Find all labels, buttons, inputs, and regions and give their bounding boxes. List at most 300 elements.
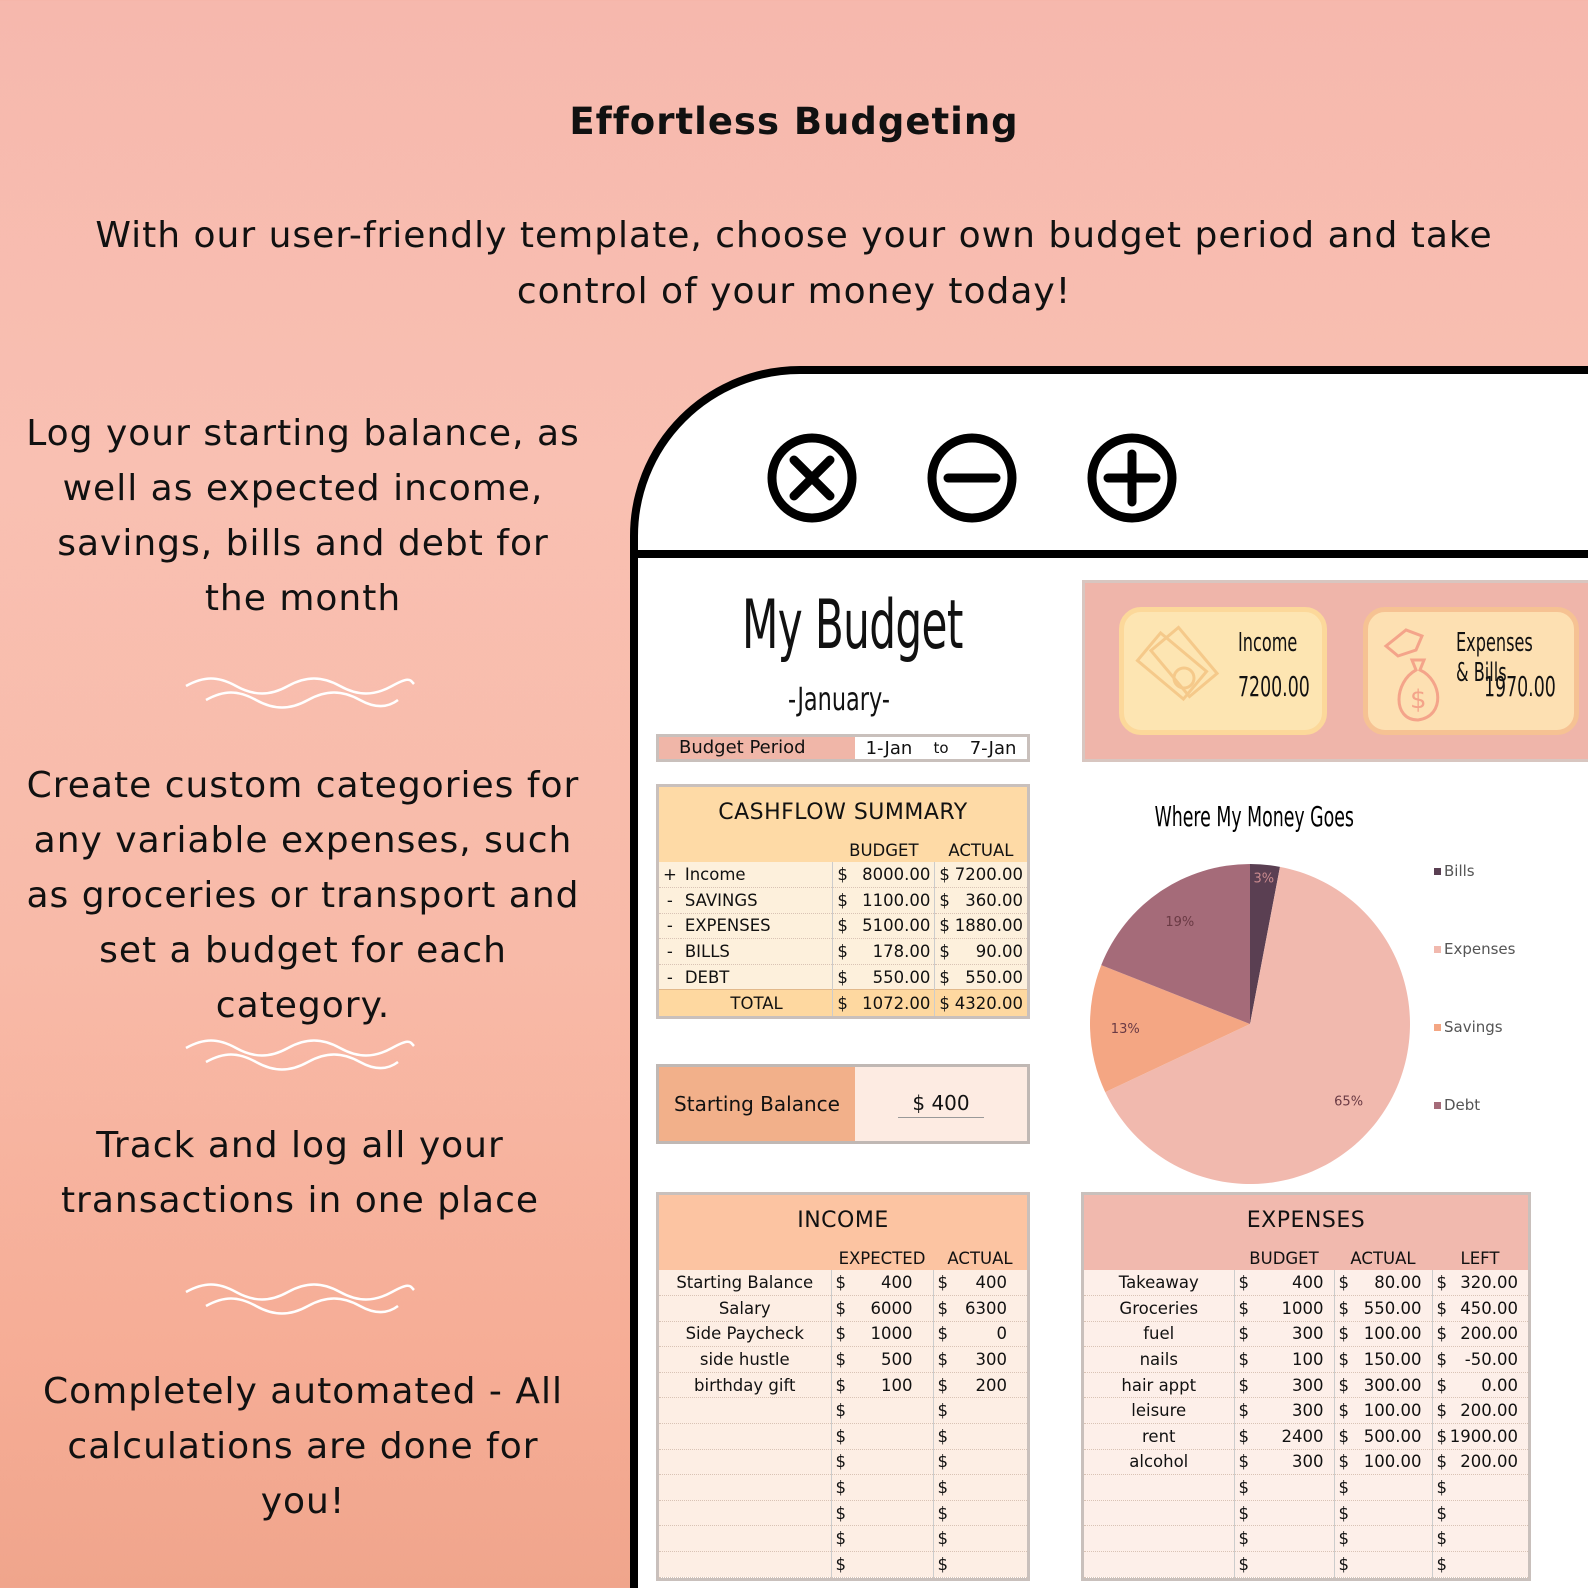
expense-row [1084,1475,1528,1501]
cashflow-budget: 550.00 [872,967,931,987]
currency: $ [937,1298,948,1318]
expense-budget-cell[interactable] [1234,1372,1334,1398]
currency: $ [835,1554,846,1574]
expense-name[interactable] [1084,1500,1234,1526]
currency: $ [835,1401,846,1421]
currency: $ [837,942,848,962]
currency: $ [1436,1324,1447,1344]
expense-name[interactable]: Takeaway [1084,1270,1234,1296]
currency: $ [1238,1529,1249,1549]
cashflow-budget: 178.00 [872,942,931,962]
cashflow-total-row [659,990,1027,1016]
expense-left: 200.00 [1460,1452,1518,1472]
starting-balance-value[interactable]: $ 400 [898,1091,983,1118]
income-actual: 400 [975,1273,1007,1293]
expense-name[interactable]: hair appt [1084,1372,1234,1398]
currency: $ [1238,1478,1249,1498]
currency: $ [837,967,848,987]
app-window [630,366,1588,1588]
expense-left-cell [1432,1475,1528,1501]
budget-period[interactable] [656,734,1030,762]
svg-text:$: $ [1410,685,1427,715]
income-col-expected: EXPECTED [838,1249,926,1268]
currency: $ [835,1324,846,1344]
income-row [659,1552,1027,1578]
currency: $ [939,865,950,885]
subline: With our user-friendly template, choose your own budget period and take control of your money today! [95,215,1493,312]
period-start[interactable]: 1-Jan [865,737,913,759]
expenses-card [1363,607,1579,735]
expense-actual: 150.00 [1363,1350,1422,1370]
income-name[interactable]: Side Paycheck [659,1321,831,1347]
currency: $ [937,1554,948,1574]
expense-budget-cell[interactable] [1234,1398,1334,1424]
currency: $ [1338,1375,1349,1395]
currency: $ [939,890,950,910]
spreadsheet-content [638,566,1588,1588]
expense-left-cell [1432,1270,1528,1296]
expense-actual: 100.00 [1363,1452,1422,1472]
income-actual: 0 [996,1324,1007,1344]
expense-left: 450.00 [1460,1298,1518,1318]
currency: $ [1238,1503,1249,1523]
legend-swatch-expenses [1434,946,1441,953]
expense-row [1084,1347,1528,1373]
expense-left-cell [1432,1321,1528,1347]
expense-budget-cell[interactable] [1234,1296,1334,1322]
cashflow-total-budget: 1072.00 [862,993,931,1013]
income-row [659,1347,1027,1373]
expense-actual-cell[interactable] [1334,1372,1432,1398]
expense-left-cell [1432,1449,1528,1475]
expense-name[interactable]: Groceries [1084,1296,1234,1322]
currency: $ [1238,1554,1249,1574]
cashflow-budget: 8000.00 [862,865,931,885]
cashflow-title: CASHFLOW SUMMARY [659,787,1027,837]
income-row [659,1372,1027,1398]
cashflow-col-budget: BUDGET [849,841,919,860]
expense-actual: 80.00 [1374,1273,1422,1293]
cashflow-actual: 7200.00 [954,865,1023,885]
expense-budget: 1000 [1281,1298,1324,1318]
income-expected-cell[interactable] [831,1526,933,1552]
income-card-value: 7200.00 [1238,670,1310,703]
income-actual-cell[interactable] [933,1526,1027,1552]
currency: $ [835,1426,846,1446]
currency: $ [937,1503,948,1523]
currency: $ [837,993,848,1013]
income-name[interactable] [659,1500,831,1526]
cashflow-actual-cell[interactable] [935,913,1027,939]
cashflow-name: DEBT [681,964,833,990]
currency: $ [1436,1478,1447,1498]
chart-title: Where My Money Goes [1154,800,1354,834]
currency: $ [939,967,950,987]
currency: $ [1338,1554,1349,1574]
cashflow-actual: 550.00 [965,967,1023,987]
expense-budget-cell[interactable] [1234,1449,1334,1475]
cashflow-name: Income [681,862,833,888]
income-row [659,1449,1027,1475]
money-bag-icon [1376,616,1458,728]
expense-budget-cell[interactable] [1234,1475,1334,1501]
currency: $ [939,942,950,962]
expense-budget: 100 [1292,1350,1324,1370]
currency: $ [1238,1273,1249,1293]
cashflow-budget: 1100.00 [862,890,931,910]
expense-actual-cell[interactable] [1334,1475,1432,1501]
income-expected: 6000 [870,1298,913,1318]
currency: $ [1338,1324,1349,1344]
expense-actual: 550.00 [1363,1298,1422,1318]
expense-left-cell [1432,1526,1528,1552]
income-name[interactable] [659,1526,831,1552]
currency: $ [937,1324,948,1344]
cashflow-name: EXPENSES [681,913,833,939]
currency: $ [835,1375,846,1395]
income-actual: 200 [975,1375,1007,1395]
income-row [659,1321,1027,1347]
income-expected: 100 [881,1375,913,1395]
expense-budget-cell[interactable] [1234,1424,1334,1450]
currency: $ [1338,1298,1349,1318]
expenses-table [1081,1192,1531,1581]
expense-name[interactable]: leisure [1084,1398,1234,1424]
currency: $ [837,890,848,910]
expense-row [1084,1552,1528,1578]
expense-left: 1900.00 [1449,1426,1518,1446]
expense-left-cell [1432,1500,1528,1526]
income-name[interactable]: birthday gift [659,1372,831,1398]
currency: $ [835,1350,846,1370]
cashflow-row [659,939,1027,965]
income-expected-cell[interactable] [831,1475,933,1501]
income-expected-cell[interactable] [831,1270,933,1296]
income-expected: 500 [881,1350,913,1370]
currency: $ [1436,1350,1447,1370]
income-actual-cell[interactable] [933,1424,1027,1450]
income-name[interactable] [659,1475,831,1501]
expense-budget-cell[interactable] [1234,1552,1334,1578]
income-name[interactable] [659,1449,831,1475]
cashflow-actual: 90.00 [975,942,1023,962]
currency: $ [1436,1401,1447,1421]
expense-budget-cell[interactable] [1234,1347,1334,1373]
income-actual-cell[interactable] [933,1372,1027,1398]
currency: $ [937,1529,948,1549]
cashflow-budget-cell[interactable] [833,964,935,990]
currency: $ [835,1529,846,1549]
expense-budget: 300 [1292,1324,1324,1344]
summary-cards [1082,580,1588,762]
income-actual-cell[interactable] [933,1449,1027,1475]
legend-label-debt: Debt [1444,1096,1481,1114]
cashflow-sign: - [659,888,681,914]
currency: $ [1238,1350,1249,1370]
cashflow-actual-cell[interactable] [935,939,1027,965]
feature-1: Log your starting balance, as well as expected income, savings, bills and debt for the month [26,413,580,619]
expense-left-cell [1432,1424,1528,1450]
currency: $ [837,865,848,885]
currency: $ [1338,1478,1349,1498]
period-to: to [933,739,949,757]
income-actual-cell[interactable] [933,1296,1027,1322]
currency: $ [937,1478,948,1498]
income-row [659,1475,1027,1501]
expense-name[interactable] [1084,1552,1234,1578]
income-row [659,1424,1027,1450]
expense-left: 0.00 [1481,1375,1518,1395]
currency: $ [937,1375,948,1395]
expense-row [1084,1398,1528,1424]
expense-name[interactable]: nails [1084,1347,1234,1373]
cashflow-summary [656,784,1030,1019]
expenses-title: EXPENSES [1084,1195,1528,1245]
income-expected-cell[interactable] [831,1321,933,1347]
cashflow-name: BILLS [681,939,833,965]
cashflow-row [659,913,1027,939]
currency: $ [835,1452,846,1472]
expense-actual-cell[interactable] [1334,1321,1432,1347]
expense-actual-cell[interactable] [1334,1296,1432,1322]
expense-actual-cell[interactable] [1334,1552,1432,1578]
expense-actual: 100.00 [1363,1324,1422,1344]
currency: $ [1436,1375,1447,1395]
currency: $ [1238,1375,1249,1395]
expense-name[interactable]: alcohol [1084,1449,1234,1475]
expense-left: -50.00 [1464,1350,1518,1370]
cashflow-sign: + [659,862,681,888]
expense-actual-cell[interactable] [1334,1347,1432,1373]
cashflow-row [659,862,1027,888]
cashflow-sign: - [659,913,681,939]
cashflow-actual: 360.00 [965,890,1023,910]
wave-divider-3 [184,1278,416,1318]
income-expected: 400 [881,1273,913,1293]
expense-actual-cell[interactable] [1334,1424,1432,1450]
expense-row [1084,1424,1528,1450]
income-row [659,1296,1027,1322]
budget-title: My Budget [742,586,963,665]
currency: $ [1436,1554,1447,1574]
expense-name[interactable]: rent [1084,1424,1234,1450]
cashflow-row [659,964,1027,990]
feature-3: Track and log all your transactions in one place [60,1125,540,1221]
budget-month: -January- [788,680,890,718]
expense-actual-cell[interactable] [1334,1500,1432,1526]
currency: $ [1436,1452,1447,1472]
income-row [659,1398,1027,1424]
income-expected-cell[interactable] [831,1424,933,1450]
expense-row [1084,1500,1528,1526]
wave-divider-2 [184,1034,416,1074]
income-name[interactable]: side hustle [659,1347,831,1373]
currency: $ [1238,1298,1249,1318]
legend-swatch-debt [1434,1102,1441,1109]
expense-budget: 2400 [1281,1426,1324,1446]
expense-name[interactable]: fuel [1084,1321,1234,1347]
currency: $ [1436,1426,1447,1446]
expense-name[interactable] [1084,1475,1234,1501]
expense-left-cell [1432,1347,1528,1373]
income-table [656,1192,1030,1581]
income-col-actual: ACTUAL [947,1249,1013,1268]
income-actual: 300 [975,1350,1007,1370]
cashflow-col-actual: ACTUAL [948,841,1014,860]
currency: $ [1436,1529,1447,1549]
income-actual-cell[interactable] [933,1475,1027,1501]
income-actual-cell[interactable] [933,1270,1027,1296]
currency: $ [1238,1426,1249,1446]
expense-actual: 500.00 [1363,1426,1422,1446]
income-row [659,1500,1027,1526]
currency: $ [1436,1273,1447,1293]
headline: Effortless Budgeting [569,100,1019,143]
expense-left: 200.00 [1460,1324,1518,1344]
currency: $ [1238,1401,1249,1421]
expense-actual-cell[interactable] [1334,1270,1432,1296]
currency: $ [939,916,950,936]
income-name[interactable] [659,1552,831,1578]
currency: $ [1338,1273,1349,1293]
income-row [659,1270,1027,1296]
currency: $ [1238,1452,1249,1472]
expense-budget-cell[interactable] [1234,1321,1334,1347]
expense-actual: 100.00 [1363,1401,1422,1421]
pie-label-debt: 19% [1165,914,1195,930]
maximize-icon[interactable] [1086,432,1178,524]
expense-row [1084,1296,1528,1322]
expense-name[interactable] [1084,1526,1234,1552]
currency: $ [937,1452,948,1472]
income-expected: 1000 [870,1324,913,1344]
legend-swatch-savings [1434,1024,1441,1031]
cashflow-sign: - [659,939,681,965]
expenses-col-left: LEFT [1460,1249,1500,1268]
income-card [1119,607,1327,735]
currency: $ [837,916,848,936]
cashflow-actual-cell[interactable] [935,888,1027,914]
income-expected-cell[interactable] [831,1347,933,1373]
pie-label-savings: 13% [1110,1021,1140,1037]
cashflow-budget-cell[interactable] [833,939,935,965]
income-expected-cell[interactable] [831,1296,933,1322]
income-card-label: Income [1238,628,1298,658]
currency: $ [937,1426,948,1446]
period-end[interactable]: 7-Jan [969,737,1017,759]
income-actual-cell[interactable] [933,1398,1027,1424]
expense-budget: 300 [1292,1452,1324,1472]
expense-row [1084,1449,1528,1475]
cashflow-actual-cell[interactable] [935,964,1027,990]
wave-divider-1 [184,672,416,712]
income-expected-cell[interactable] [831,1449,933,1475]
pie-label-bills: 3% [1253,871,1275,887]
legend-label-bills: Bills [1444,862,1475,880]
expense-actual-cell[interactable] [1334,1449,1432,1475]
currency: $ [1436,1503,1447,1523]
expense-row [1084,1526,1528,1552]
currency: $ [1338,1426,1349,1446]
currency: $ [1238,1324,1249,1344]
cashflow-name: SAVINGS [681,888,833,914]
income-expected-cell[interactable] [831,1398,933,1424]
money-pie-chart [1078,786,1588,1196]
expense-actual-cell[interactable] [1334,1398,1432,1424]
income-expected-cell[interactable] [831,1372,933,1398]
minimize-icon[interactable] [926,432,1018,524]
cashflow-budget: 5100.00 [862,916,931,936]
expense-budget-cell[interactable] [1234,1526,1334,1552]
income-name[interactable]: Salary [659,1296,831,1322]
cashflow-row [659,888,1027,914]
cashflow-sign: - [659,964,681,990]
currency: $ [1338,1529,1349,1549]
currency: $ [1436,1298,1447,1318]
legend-label-savings: Savings [1444,1018,1503,1036]
expense-row [1084,1270,1528,1296]
cashflow-budget-cell[interactable] [833,888,935,914]
income-expected-cell[interactable] [831,1552,933,1578]
expense-left: 320.00 [1460,1273,1518,1293]
expense-left-cell [1432,1372,1528,1398]
currency: $ [1338,1401,1349,1421]
income-actual-cell[interactable] [933,1552,1027,1578]
income-name[interactable] [659,1398,831,1424]
income-actual-cell[interactable] [933,1347,1027,1373]
expense-left: 200.00 [1460,1401,1518,1421]
income-row [659,1526,1027,1552]
legend-label-expenses: Expenses [1444,940,1516,958]
income-actual: 6300 [965,1298,1007,1318]
window-titlebar [638,374,1588,558]
expense-budget: 300 [1292,1375,1324,1395]
cashflow-budget-cell[interactable] [833,862,935,888]
expense-row [1084,1372,1528,1398]
currency: $ [937,1273,948,1293]
currency: $ [835,1503,846,1523]
expenses-card-label: Expenses & Bills [1456,628,1533,688]
expense-budget-cell[interactable] [1234,1500,1334,1526]
expense-actual-cell[interactable] [1334,1526,1432,1552]
income-name[interactable] [659,1424,831,1450]
income-name[interactable]: Starting Balance [659,1270,831,1296]
expenses-col-budget: BUDGET [1249,1249,1319,1268]
currency: $ [835,1273,846,1293]
currency: $ [835,1298,846,1318]
expenses-card-value: 1970.00 [1484,670,1556,703]
expense-budget-cell[interactable] [1234,1270,1334,1296]
income-actual-cell[interactable] [933,1321,1027,1347]
cashflow-actual-cell[interactable] [935,862,1027,888]
expense-left-cell [1432,1552,1528,1578]
expense-left-cell [1432,1398,1528,1424]
starting-balance[interactable] [656,1064,1030,1144]
expense-budget: 300 [1292,1401,1324,1421]
currency: $ [835,1478,846,1498]
pie-label-expenses: 65% [1334,1094,1364,1110]
cashflow-budget-cell[interactable] [833,913,935,939]
currency: $ [939,993,950,1013]
currency: $ [1338,1503,1349,1523]
income-expected-cell[interactable] [831,1500,933,1526]
currency: $ [1338,1452,1349,1472]
feature-2: Create custom categories for any variable expenses, such as groceries or transport and set a budget for each category. [26,765,580,1026]
income-actual-cell[interactable] [933,1500,1027,1526]
currency: $ [1338,1350,1349,1370]
close-icon[interactable] [766,432,858,524]
cashflow-total-actual: 4320.00 [954,993,1023,1013]
